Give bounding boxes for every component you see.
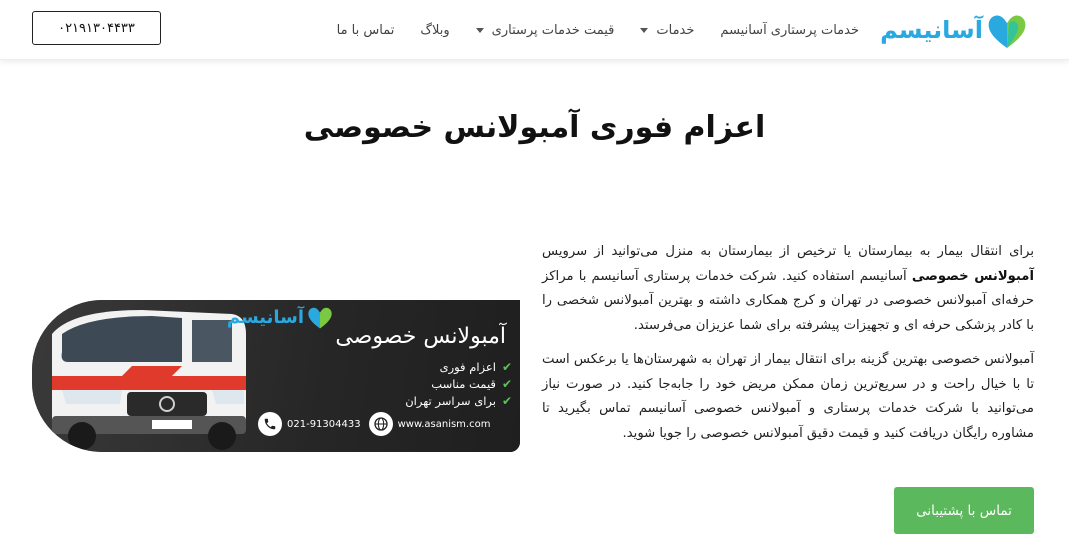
banner-title: آمبولانس خصوصی bbox=[335, 324, 506, 349]
phone-button[interactable]: ۰۲۱۹۱۳۰۴۴۳۳ bbox=[32, 11, 161, 45]
feature-item bbox=[405, 392, 512, 409]
paragraph-2: آمبولانس خصوصی بهترین گزینه برای انتقال بیمار از تهران به شهرستان‌ها یا برعکس است تا با خیال راحت و در سریع‌ترین زمان ممکن مریض خود را جابه‌جا کنید. در صورت نیاز می‌توانید با شرکت خدمات پرستاری و آمبولانس خصوصی آسانیسم تماس بگیرید تا مشاوره رایگان دریافت کنید و قیمت دقیق آمبولانس خصوصی را جویا شوید. bbox=[542, 352, 1034, 441]
globe-icon bbox=[369, 412, 393, 436]
contact-support-button[interactable]: تماس با پشتیبانی bbox=[894, 487, 1034, 534]
nav-item-prices[interactable] bbox=[476, 23, 615, 38]
site-header bbox=[0, 0, 1069, 60]
site-logo[interactable] bbox=[879, 8, 1029, 52]
text: آسانیسم استفاده کنید. شرکت خدمات پرستاری آسانیسم با مراکز حرفه‌ای آمبولانس خصوصی در تهران و کرج همکاری داشته و بهترین آمبولانس شخصی را با کادر پزشکی حرفه ای و تجهیزات پیشرفته برای شما عزیزان می‌فرستد. bbox=[542, 268, 1034, 333]
check-icon: ✔ bbox=[501, 359, 512, 374]
feature-item bbox=[405, 375, 512, 392]
nav-item-contact[interactable] bbox=[337, 23, 395, 38]
feature-item bbox=[405, 358, 512, 375]
logo-text: آسانیسم bbox=[880, 16, 983, 44]
phone-icon bbox=[258, 412, 282, 436]
banner-contact bbox=[258, 412, 498, 436]
paragraph-1 bbox=[542, 240, 1034, 338]
nav-item-blog[interactable] bbox=[420, 23, 449, 38]
heart-logo-icon bbox=[985, 10, 1029, 50]
feature-label: اعزام فوری bbox=[439, 359, 496, 374]
feature-label: برای سراسر تهران bbox=[405, 393, 496, 408]
check-icon: ✔ bbox=[501, 393, 512, 408]
text: برای انتقال بیمار به بیمارستان یا ترخیص از بیمارستان به منزل می‌توانید از سرویس bbox=[542, 244, 1034, 259]
ambulance-banner bbox=[32, 300, 520, 452]
nav-item-services[interactable] bbox=[640, 23, 694, 38]
nav-item-nursing-services[interactable] bbox=[720, 23, 859, 38]
bold-keyword: آمبولانس خصوصی bbox=[911, 268, 1034, 284]
banner-feature-list bbox=[405, 358, 512, 409]
banner-website: www.asanism.com bbox=[397, 418, 491, 430]
banner-logo-text: آسانیسم bbox=[226, 306, 304, 328]
nav-label: قیمت خدمات پرستاری bbox=[491, 22, 615, 38]
check-icon: ✔ bbox=[501, 376, 512, 391]
nav-label: وبلاگ bbox=[420, 22, 450, 38]
nav-label: تماس با ما bbox=[336, 22, 395, 38]
page-title: اعزام فوری آمبولانس خصوصی bbox=[303, 110, 766, 145]
chevron-down-icon bbox=[476, 28, 484, 33]
main-nav bbox=[311, 0, 859, 60]
chevron-down-icon bbox=[640, 28, 648, 33]
banner-phone: 021-91304433 bbox=[287, 418, 361, 430]
nav-label: خدمات bbox=[656, 22, 695, 38]
article-text bbox=[542, 240, 1034, 456]
nav-label: خدمات پرستاری آسانیسم bbox=[720, 22, 859, 38]
banner-logo bbox=[227, 304, 334, 330]
heart-logo-icon bbox=[306, 304, 334, 330]
feature-label: قیمت مناسب bbox=[431, 376, 496, 391]
